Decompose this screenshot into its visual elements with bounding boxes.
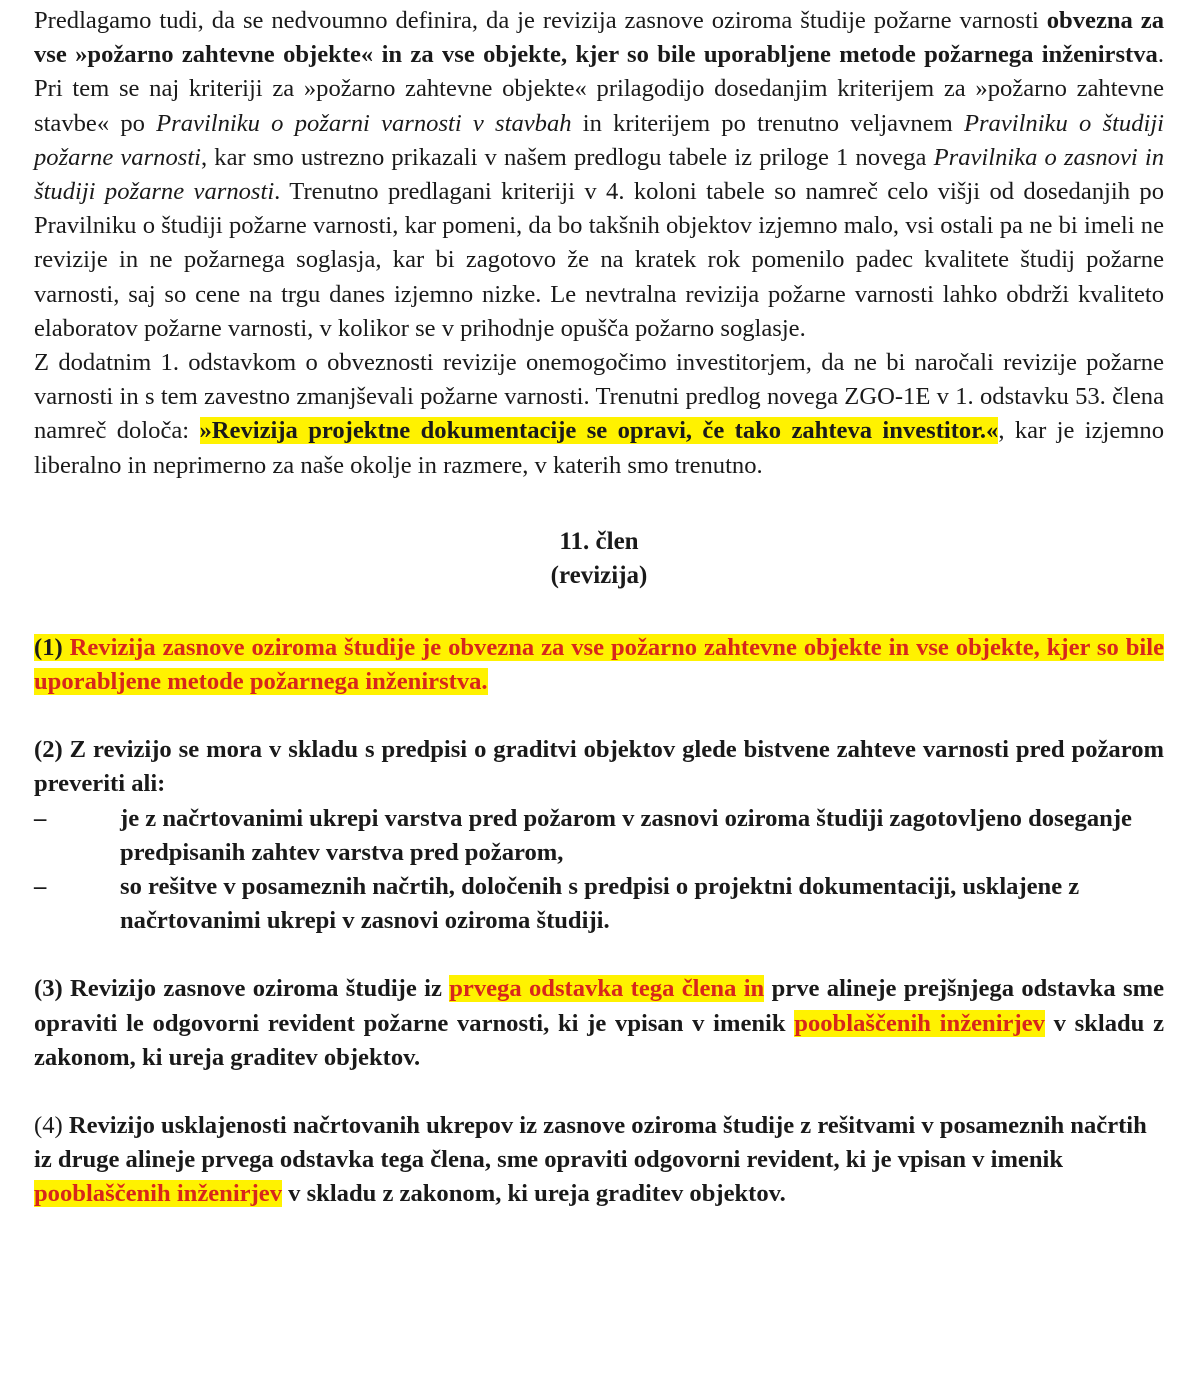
text: . Pri tem se naj kriteriji za »požarno zahtevne objekte« prilagodijo dosedanjim kriterijem za »požarno zahtevne stavbe« po bbox=[34, 41, 1164, 137]
intro-paragraph-1 bbox=[34, 4, 1164, 346]
highlighted-red-text: pooblaščenih inženirjev bbox=[34, 1180, 282, 1208]
article-paragraph-2: (2) Z revizijo se mora v skladu s predpisi o graditvi objektov glede bistvene zahteve varnosti pred požarom preveriti ali: bbox=[34, 736, 1164, 798]
dash-marker: – bbox=[34, 873, 47, 901]
article-paragraph-1 bbox=[34, 631, 1164, 699]
intro-paragraph-2 bbox=[34, 346, 1164, 483]
text: Z dodatnim 1. odstavkom o obveznosti revizije onemogočimo investitorjem, da ne bi naročali revizije požarne varnosti in s tem zavestno zmanjševali požarne varnosti. Trenutni predlog novega ZGO-1E v 1. odstavku 53. člena namreč določa: bbox=[34, 349, 1164, 445]
highlighted-quote: »Revizija projektne dokumentacije se opravi, če tako zahteva investitor.« bbox=[199, 417, 999, 445]
text: . Trenutno predlagani kriteriji v 4. koloni tabele so namreč celo višji od dosedanjih po Pravilniku o študiji požarne varnosti, kar pomeni, da bo takšnih objektov izjemno malo, vsi ostali pa ne bi imeli ne revizije in ne požarnega soglasja, kar bi zagotovo že na kratek rok pomenilo padec kvalitete študij požarne varnosti, saj so cene na trgu danes izjemno nizke. Le nevtralna revizija požarne varnosti lahko obdrži kvaliteto elaboratov požarne varnosti, v kolikor se v prihodnje opušča požarno soglasje. bbox=[34, 178, 1164, 342]
article-paragraph-4 bbox=[34, 1109, 1164, 1212]
dash-marker: – bbox=[34, 804, 47, 832]
italic-text: Pravilnika o zasnovi in študiji požarne varnosti bbox=[34, 143, 1165, 206]
article-number: 11. člen bbox=[559, 527, 639, 555]
article-title: (revizija) bbox=[550, 561, 648, 589]
bullet-item bbox=[34, 802, 1164, 870]
text: (3) Revizijo zasnove oziroma študije iz bbox=[34, 975, 450, 1003]
text: Revizijo usklajenosti načrtovanih ukrepov iz zasnove oziroma študije z rešitvami v posameznih načrtih iz druge alineje prvega odstavka tega člena, sme opraviti odgovorni revident, ki je vpisan v imenik bbox=[34, 1112, 1147, 1174]
highlighted-red-text: pooblaščenih inženirjev bbox=[794, 1009, 1045, 1037]
paragraph-number: (1) bbox=[34, 633, 70, 661]
italic-text: Pravilniku o študiji požarne varnosti bbox=[34, 109, 1164, 171]
text: v skladu z zakonom, ki ureja graditev objektov. bbox=[282, 1180, 786, 1208]
bullet-text: je z načrtovanimi ukrepi varstva pred požarom v zasnovi oziroma študiji zagotovljeno doseganje predpisanih zahtev varstva pred požarom, bbox=[120, 804, 1132, 866]
text: , kar je izjemno liberalno in neprimerno za naše okolje in razmere, v katerih smo trenutno. bbox=[34, 417, 1164, 479]
highlighted-red-text: Revizija zasnove oziroma študije je obvezna za vse požarno zahtevne objekte in vse objekte, kjer so bile uporabljene metode požarnega inženirstva. bbox=[34, 633, 1164, 696]
highlighted-red-text: prvega odstavka tega člena in bbox=[449, 975, 765, 1003]
text: Predlagamo tudi, da se nedvoumno definira, da je revizija zasnove oziroma študije požarne varnosti bbox=[34, 7, 1047, 34]
bullet-item bbox=[34, 870, 1164, 938]
article-paragraph-3 bbox=[34, 972, 1164, 1075]
bullet-text: so rešitve v posameznih načrtih, določenih s predpisi o projektni dokumentaciji, usklajene z načrtovanimi ukrepi v zasnovi oziroma študiji. bbox=[120, 873, 1080, 935]
text: prve alineje prejšnjega odstavka sme opraviti le odgovorni revident požarne varnosti, ki je vpisan v imenik bbox=[34, 975, 1164, 1037]
text: in kriterijem po trenutno veljavnem bbox=[571, 109, 964, 137]
bold-text: obvezna za vse »požarno zahtevne objekte« in za vse objekte, kjer so bile uporabljene metode požarnega inženirstva bbox=[34, 7, 1164, 69]
italic-text: Pravilniku o požarni varnosti v stavbah bbox=[156, 109, 572, 137]
text: , kar smo ustrezno prikazali v našem predlogu tabele iz priloge 1 novega bbox=[201, 143, 934, 171]
text: v skladu z zakonom, ki ureja graditev objektov. bbox=[34, 1009, 1164, 1071]
paragraph-number: (4) bbox=[34, 1112, 69, 1140]
